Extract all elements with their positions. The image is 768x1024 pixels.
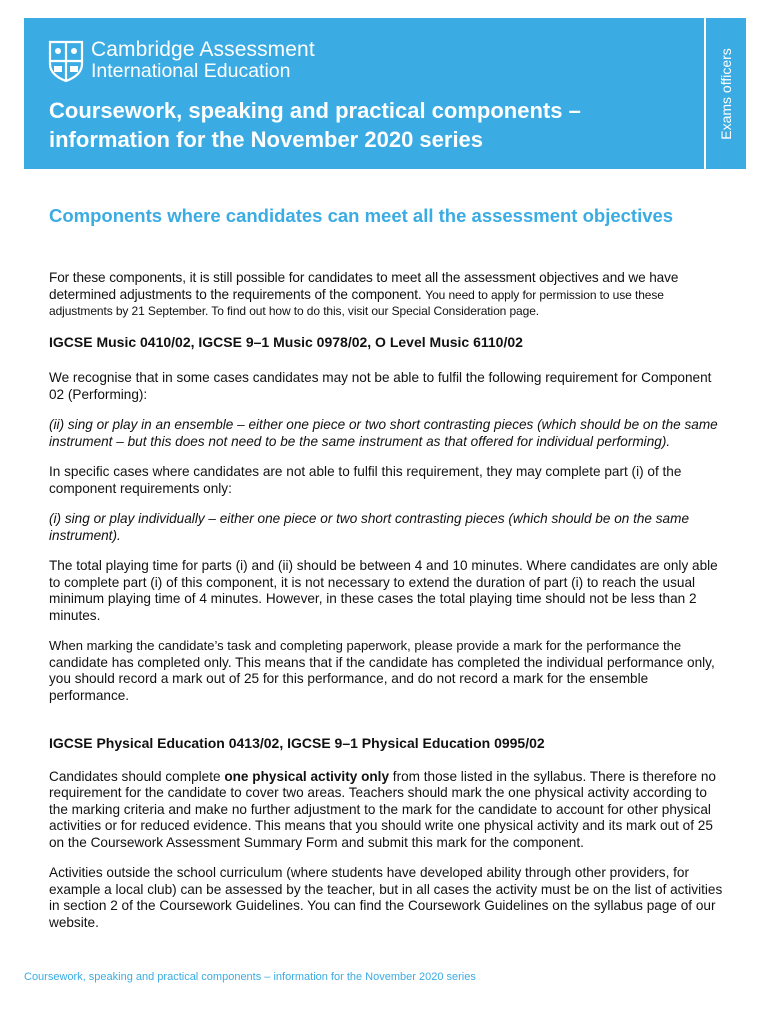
section-heading: Components where candidates can meet all the assessment objectives <box>49 205 674 226</box>
pe-heading: IGCSE Physical Education 0413/02, IGCSE 9–1 Physical Education 0995/02 <box>49 735 545 751</box>
side-tab-label: Exams officers <box>718 47 734 140</box>
brand-name: Cambridge Assessment <box>91 38 315 61</box>
intro-deadline-note: You need to apply for permission to use these adjustments by 21 September. To find out how to do this, visit our Special Consideration page. <box>49 287 664 318</box>
footer-text: Coursework, speaking and practical components – information for the November 2020 series <box>24 971 476 983</box>
intro-text: For these components, it is still possible for candidates to meet all the assessment objectives and we have determined adjustments to the requirements of the component. <box>49 270 679 302</box>
music-paragraph-4 <box>49 638 725 704</box>
pe-paragraph-1 <box>49 769 725 852</box>
music-paragraph-3: The total playing time for parts (i) and (ii) should be between 4 and 10 minutes. Where candidates are only able to complete part (i) of this component, it is not necessary to extend the duration of part (i) to reach the usual minimum playing time of 4 minutes. However, in these cases the total playing time should not be less than 2 minutes. <box>49 558 718 623</box>
music-marking-text: candidate has completed only. This means that if the candidate has completed the individual performance only, you should record a mark out of 25 for this performance, and do not record a mark for the ensemble performance. <box>49 654 715 703</box>
music-paragraph-1: We recognise that in some cases candidates may not be able to fulfil the following requirement for Component 02 (Performing): <box>49 370 712 402</box>
music-paragraph-2: In specific cases where candidates are not able to fulfil this requirement, they may complete part (i) of the component requirements only: <box>49 464 682 496</box>
pe-emphasis: one physical activity only <box>224 768 390 784</box>
music-quote-ensemble: (ii) sing or play in an ensemble – either one piece or two short contrasting pieces (which should be on the same instrument – but this does not need to be the same instrument as that offered for individual performing). <box>49 417 718 449</box>
music-marking-note: When marking the candidate’s task and completing paperwork, please provide a mark for the performance the <box>49 638 682 653</box>
pe-text-before: Candidates should complete <box>49 768 225 784</box>
document-body <box>49 270 725 931</box>
cambridge-shield-icon <box>48 40 84 82</box>
side-tab <box>706 18 746 169</box>
music-quote-individual: (i) sing or play individually – either one piece or two short contrasting pieces (which should be on the same instrument). <box>49 511 690 543</box>
pe-text-after: from those listed in the syllabus. There is therefore no requirement for the candidate to cover two areas. Teachers should mark the one physical activity according to the marking criteria and make no further adjustment to the mark for the candidate to account for other physical activities or for reduced evidence. This means that you should write one physical activity and its mark out of 25 on the Coursework Assessment Summary Form and submit this mark for the component. <box>49 768 716 850</box>
intro-paragraph <box>49 270 725 320</box>
pe-paragraph-2: Activities outside the school curriculum (where students have developed ability through other providers, for example a local club) can be assessed by the teacher, but in all cases the activity must be on the list of activities in section 2 of the Coursework Guidelines. You can find the Coursework Guidelines on the syllabus page of our website. <box>49 865 723 930</box>
music-heading: IGCSE Music 0410/02, IGCSE 9–1 Music 0978/02, O Level Music 6110/02 <box>49 333 523 350</box>
brand-subname: International Education <box>91 60 291 82</box>
document-title: Coursework, speaking and practical components – information for the November 2020 series <box>49 98 581 152</box>
